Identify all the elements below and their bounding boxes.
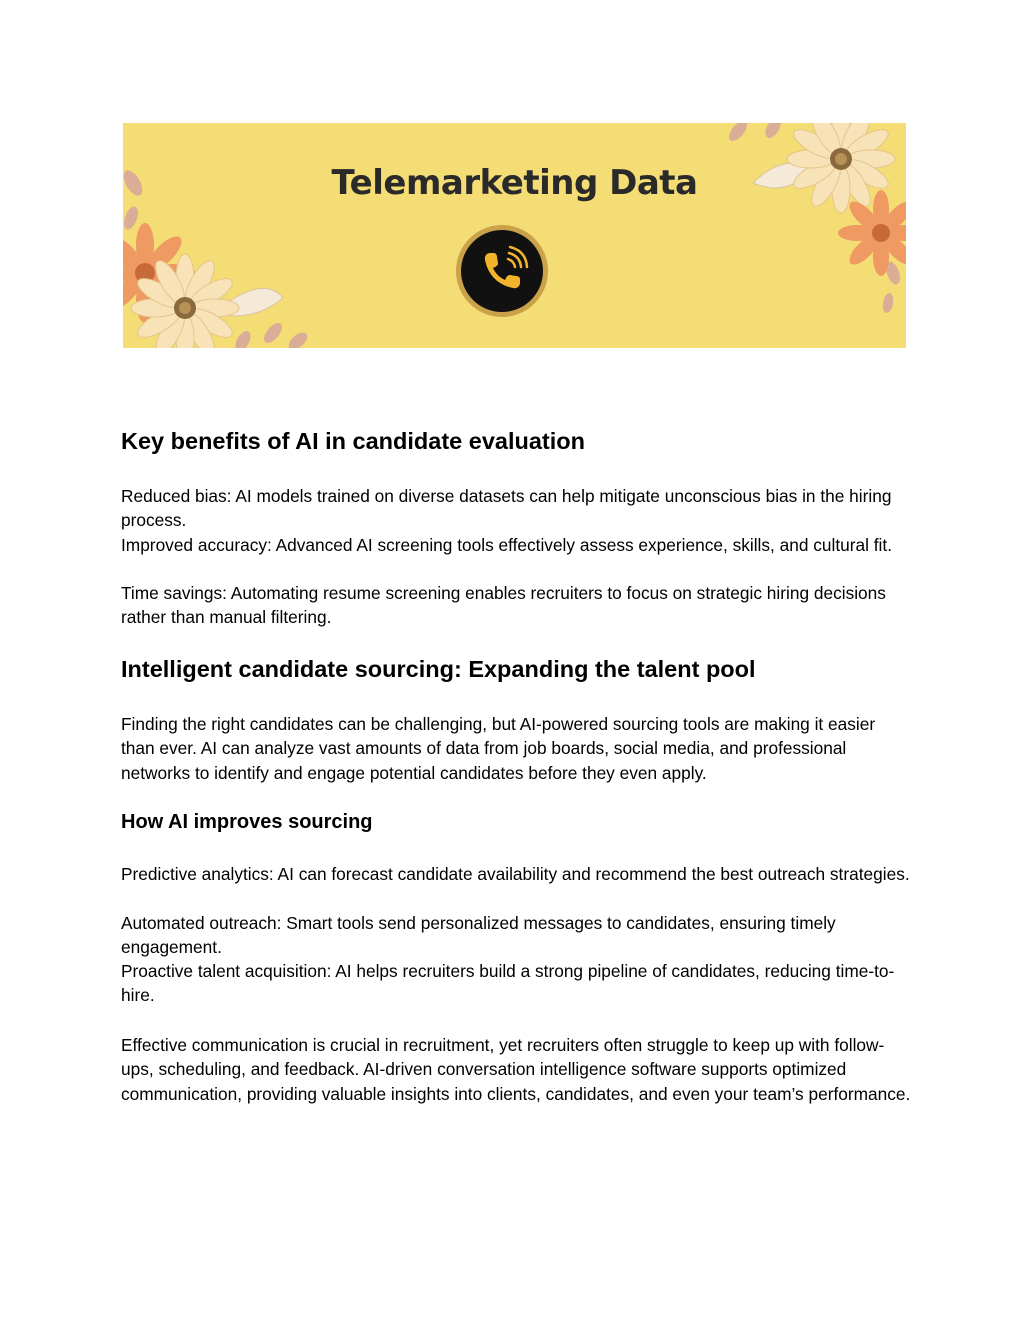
benefit-reduced-bias: Reduced bias: AI models trained on diverse datasets can help mitigate unconscious bias in the hiring process.	[121, 486, 892, 531]
banner-title: Telemarketing Data	[331, 163, 698, 203]
sourcing-heading: Intelligent candidate sourcing: Expanding the talent pool	[121, 656, 756, 682]
closing-paragraph: Effective communication is crucial in recruitment, yet recruiters often struggle to keep up with follow-ups, scheduling, and feedback. AI-driven conversation intelligence software supports optimized communication, providing valuable insights into clients, candidates, and even your team’s performance.	[121, 1035, 911, 1104]
header-banner	[123, 123, 906, 348]
improves-automated-outreach: Automated outreach: Smart tools send personalized messages to candidates, ensuring timely engagement.	[121, 913, 836, 958]
phone-signal-icon	[454, 223, 550, 319]
sourcing-paragraph: Finding the right candidates can be challenging, but AI-powered sourcing tools are making it easier than ever. AI can analyze vast amounts of data from job boards, social media, and professional networks to identify and engage potential candidates before they even apply.	[121, 714, 876, 783]
improves-predictive-analytics: Predictive analytics: AI can forecast candidate availability and recommend the best outreach strategies.	[121, 864, 910, 884]
benefit-improved-accuracy: Improved accuracy: Advanced AI screening tools effectively assess experience, skills, and cultural fit.	[121, 535, 892, 555]
improves-heading: How AI improves sourcing	[121, 811, 373, 833]
improves-proactive-acquisition: Proactive talent acquisition: AI helps recruiters build a strong pipeline of candidates, reducing time-to-hire.	[121, 961, 895, 1006]
benefit-time-savings: Time savings: Automating resume screening enables recruiters to focus on strategic hiring decisions rather than manual filtering.	[121, 583, 886, 628]
benefits-heading: Key benefits of AI in candidate evaluation	[121, 428, 585, 454]
